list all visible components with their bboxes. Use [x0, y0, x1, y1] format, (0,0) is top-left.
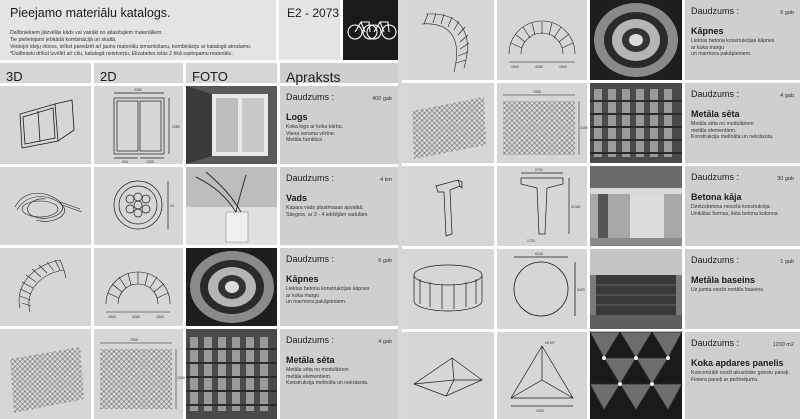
- item-name: Vads: [286, 193, 308, 203]
- quantity-value: 6 gab: [780, 10, 794, 16]
- column-header-foto-label: FOTO: [192, 69, 228, 84]
- item-desc-line: Metāla sēta no modulāriem: [691, 121, 754, 127]
- item-description-metala-seta: [685, 83, 800, 163]
- fence-3d-drawing: [0, 329, 91, 419]
- intro-line: Dalībniekiem jāizvēlās kāds vai vairāki no atlasītajiem materiāliem.: [10, 30, 163, 36]
- item-desc-line: Viena verama vērtne.: [286, 130, 336, 137]
- fence-3d-drawing: [402, 83, 494, 163]
- column-2d-drawing: [497, 166, 587, 246]
- panel-3d-drawing: [402, 332, 494, 419]
- quantity-label: Daudzums :: [286, 92, 335, 102]
- dimension-label: 1630: [536, 409, 544, 413]
- item-desc: [286, 124, 392, 144]
- item-name: Metāla baseins: [691, 275, 756, 285]
- column-header-2d: [94, 63, 183, 83]
- item-description-koka-apdares-panelis: [685, 332, 800, 419]
- quantity-label: Daudzums :: [691, 6, 740, 16]
- quantity-value: 4 gab: [780, 93, 794, 99]
- item-desc: [691, 38, 794, 58]
- item-description-betona-kaja: [685, 166, 800, 246]
- dimension-label: 4260: [535, 65, 543, 69]
- fence-photo: [186, 329, 277, 419]
- dimension-label: 2280: [134, 88, 142, 92]
- item-desc-line: Liektas betona konstrukcijas kāpnes: [691, 38, 775, 44]
- item-desc-line: metāla elementiem.: [286, 373, 332, 380]
- item-desc-line: Kapara vads plastmasas apvalkā.: [286, 205, 364, 211]
- panel-2d-drawing: [497, 332, 587, 419]
- item-desc-line: Metāla sēta no modulāriem: [286, 367, 349, 373]
- dimension-label: 1840: [559, 65, 567, 69]
- dimension-label: 6240: [535, 252, 543, 256]
- item-desc-line: un marmora pakāpieniem.: [691, 51, 752, 58]
- quantity-value: 4 km: [380, 177, 392, 183]
- dimension-label: 4260: [132, 315, 140, 319]
- column-header-apraksts-label: Apraksts: [286, 69, 341, 85]
- item-desc: [691, 370, 794, 383]
- item-desc-line: Unikālas formas, lieta betona kolonna.: [691, 210, 779, 217]
- quantity-label: Daudzums :: [286, 173, 335, 183]
- pool-3d-drawing: [402, 249, 494, 329]
- quantity-value: 1 gab: [780, 259, 794, 265]
- quantity-label: Daudzums :: [691, 338, 740, 348]
- bicycle-logo: [343, 0, 398, 60]
- dimension-label: 7090: [533, 90, 541, 94]
- item-description-logs: [280, 86, 398, 164]
- item-desc-line: Konstrukcija metināta un nekrāsota.: [286, 380, 369, 387]
- stairs-3d-drawing: [402, 0, 494, 80]
- dimension-label: 60.00°: [545, 341, 556, 345]
- item-desc-line: Koncertzālē esoši akustiskie griestu paneļi.: [691, 370, 790, 376]
- catalog-page-left: [0, 0, 398, 419]
- dimension-label: 900: [122, 160, 128, 164]
- quantity-value: 30 gab: [777, 176, 794, 182]
- column-photo: [590, 166, 682, 246]
- item-name: Kāpnes: [286, 274, 319, 284]
- quantity-label: Daudzums :: [286, 335, 335, 345]
- cable-3d-drawing: [0, 167, 91, 245]
- item-name: Koka apdares panelis: [691, 358, 784, 368]
- dimension-label: 1840: [156, 315, 164, 319]
- quantity-value: 4 gab: [378, 339, 392, 345]
- intro-line: Tie pielietojami jebkādā kombinācijā un skaitā.: [10, 37, 117, 43]
- dimension-label: 2400: [580, 126, 588, 130]
- panel-photo: [590, 332, 682, 419]
- item-description-kapnes: [280, 248, 398, 326]
- pool-2d-drawing: [497, 249, 587, 329]
- quantity-label: Daudzums :: [691, 89, 740, 99]
- dimension-label: 7090: [130, 338, 138, 342]
- dimension-label: 2280: [172, 125, 180, 129]
- window-2d-drawing: [94, 86, 183, 164]
- item-desc-line: ar koka margu: [286, 292, 320, 299]
- dimension-label: 1840: [511, 65, 519, 69]
- column-header-3d: [0, 63, 91, 83]
- catalog-code-block: [279, 0, 340, 60]
- column-header-3d-label: 3D: [6, 69, 23, 84]
- stairs-3d-drawing: [0, 248, 91, 326]
- catalog-code: E2 - 2073: [287, 6, 340, 20]
- dimension-label: 15: [170, 204, 174, 208]
- catalog-title: Pieejamo materiālu katalogs.: [10, 6, 171, 20]
- fence-2d-drawing: [94, 329, 183, 419]
- item-name: Metāla sēta: [286, 355, 335, 365]
- dimension-label: 2400: [177, 376, 185, 380]
- stairs-2d-drawing: [497, 0, 587, 80]
- stairs-photo: [186, 248, 277, 326]
- bicycle-icon: [343, 0, 398, 60]
- item-desc: [691, 287, 794, 294]
- item-name: Kāpnes: [691, 26, 724, 36]
- quantity-value: 6 gab: [378, 258, 392, 264]
- intro-line: *Dalībnieki drīkst izvēlēt arī citu, katalogā neietvertu, Elizabetes ielas 2 ēkā sastopamu materiālu.: [10, 51, 233, 57]
- catalog-intro: [10, 30, 268, 58]
- dimension-label: 1840: [108, 315, 116, 319]
- dimension-label: 1720: [527, 239, 535, 243]
- item-desc-line: Konstrukcija metināta un nekrāsota.: [691, 134, 774, 141]
- stairs-photo: [590, 0, 682, 80]
- dimension-label: 2700: [535, 168, 543, 172]
- quantity-label: Daudzums :: [691, 172, 740, 182]
- item-description-metala-baseins: [685, 249, 800, 329]
- stairs-2d-drawing: [94, 248, 183, 326]
- item-name: Logs: [286, 112, 308, 122]
- quantity-label: Daudzums :: [691, 255, 740, 265]
- item-desc: [691, 204, 794, 217]
- fence-2d-drawing: [497, 83, 587, 163]
- item-desc-line: metāla elementiem.: [691, 127, 737, 134]
- fence-photo: [590, 83, 682, 163]
- item-description-kapnes: [685, 0, 800, 80]
- column-3d-drawing: [402, 166, 494, 246]
- item-desc-line: Stiegros, ar 2 - 4 iekšējām vadulām.: [286, 211, 369, 218]
- item-desc-line: Dzelzsbetona nesošā konstrukcija.: [691, 204, 771, 210]
- item-name: Betona kāja: [691, 192, 742, 202]
- dimension-label: 11360: [571, 205, 581, 209]
- item-name: Metāla sēta: [691, 109, 740, 119]
- window-photo: [186, 86, 277, 164]
- quantity-value: 400 gab: [372, 96, 392, 102]
- intro-line: Veidojot idejų skices, drīkst paredzēt arī jaunu materiālu izmantošanu, kombināciju ar katalogā atrodamo.: [10, 44, 252, 50]
- pool-photo: [590, 249, 682, 329]
- item-desc-line: Finiera paneļi ar perforējumu.: [691, 376, 759, 383]
- item-desc: [691, 121, 794, 141]
- quantity-label: Daudzums :: [286, 254, 335, 264]
- dimension-label: 3420: [577, 288, 585, 292]
- quantity-value: 1200 m2: [772, 342, 794, 348]
- item-description-vads: [280, 167, 398, 245]
- cable-photo: [186, 167, 277, 245]
- window-3d-drawing: [0, 86, 91, 164]
- item-desc: [286, 367, 392, 387]
- catalog-title-block: [0, 0, 276, 60]
- cable-2d-drawing: [94, 167, 183, 245]
- column-header-foto: [186, 63, 277, 83]
- item-desc-line: ar koka margu: [691, 44, 725, 51]
- item-desc: [286, 205, 392, 218]
- column-header-apraksts: [280, 63, 398, 83]
- column-header-2d-label: 2D: [100, 69, 117, 84]
- dimension-label: 1260: [146, 160, 154, 164]
- item-desc-line: Koka logs ar koka kārbu.: [286, 124, 344, 130]
- item-desc: [286, 286, 392, 306]
- item-desc-line: Metāla furnitūra: [286, 137, 323, 144]
- catalog-page-right: [402, 0, 800, 419]
- item-desc-line: un marmora pakāpieniem.: [286, 299, 347, 306]
- item-desc-line: Liektas betona konstrukcijas kāpnes: [286, 286, 370, 292]
- item-desc-line: Uz jumta esošs metāla baseins.: [691, 287, 765, 293]
- item-description-metala-seta: [280, 329, 398, 419]
